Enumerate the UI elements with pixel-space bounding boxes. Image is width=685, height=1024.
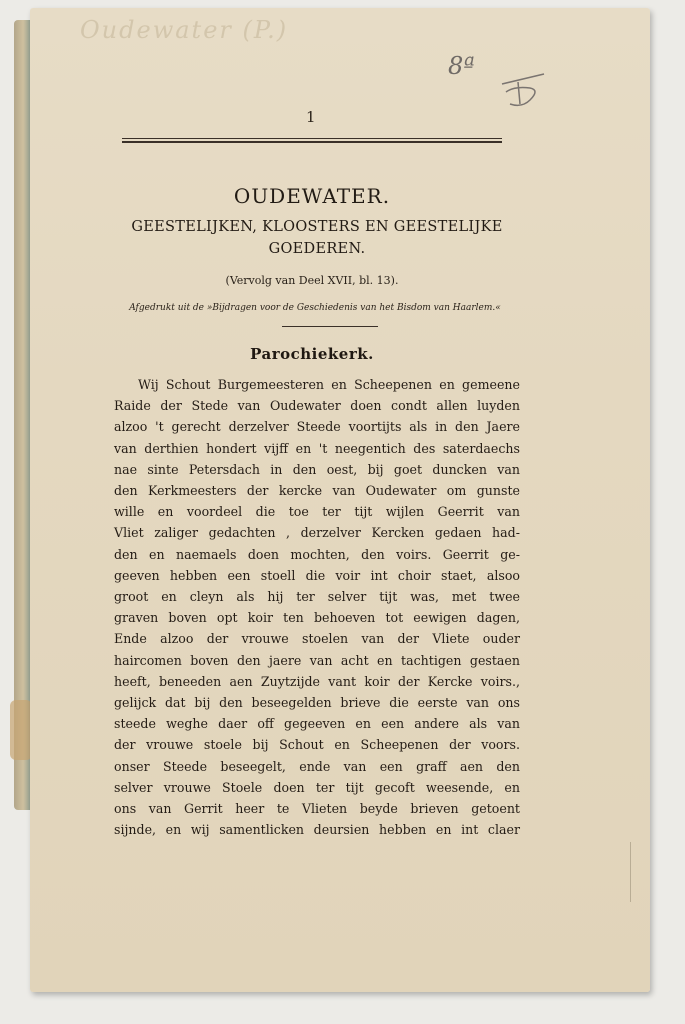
body-line: Vliet zaliger gedachten , derzelver Kercken gedaen had- <box>114 525 520 541</box>
document-subtitle <box>122 216 512 260</box>
subtitle-line-1: GEESTELIJKEN, KLOOSTERS EN GEESTELIJKE <box>131 219 503 235</box>
continuation-note: (Vervolg van Deel XVII, bl. 13). <box>225 274 399 287</box>
body-line: den en naemaels doen mochten, den voirs. Geerrit ge- <box>114 546 520 562</box>
body-line: Raide der Stede van Oudewater doen condt allen luyden <box>114 398 520 414</box>
faint-pencil-annotation: Oudewater (P.) <box>80 16 289 44</box>
reprint-note: Afgedrukt uit de »Bijdragen voor de Geschiedenis van het Bisdom van Haarlem.« <box>129 303 501 313</box>
body-line: gelijck dat bij den beseegelden brieve die eerste van ons <box>114 695 520 711</box>
body-line: groot en cleyn als hij ter selver tijt was, met twee <box>114 589 520 605</box>
body-line: steede weghe daer off gegeeven en een andere als van <box>114 716 520 732</box>
body-line: nae sinte Petersdach in den oest, bij goet duncken van <box>114 461 520 477</box>
page-number: 1 <box>306 108 316 126</box>
body-line: heeft, beneeden aen Zuytzijde vant koir der Kercke voirs., <box>114 673 520 689</box>
body-line: geeven hebben een stoell die voir int choir staet, alsoo <box>114 567 520 583</box>
body-line: graven boven opt koir ten behoeven tot eewigen dagen, <box>114 610 520 626</box>
body-text <box>114 374 520 840</box>
document-title: OUDEWATER. <box>233 184 391 208</box>
body-line: der vrouwe stoele bij Schout en Scheepenen der voors. <box>114 737 520 753</box>
body-line: alzoo 't gerecht derzelver Steede voortijts als in den Jaere <box>114 419 520 435</box>
section-heading: Parochiekerk. <box>250 345 374 363</box>
body-line: wille en voordeel die toe ter tijt wijlen Geerrit van <box>114 504 520 520</box>
body-line: selver vrouwe Stoele doen ter tijt gecoft weesende, en <box>114 779 520 795</box>
paper-crease <box>630 842 643 902</box>
body-line: van derthien hondert vijff en 't neegentich des saterdaechs <box>114 440 520 456</box>
torn-edge <box>10 700 32 760</box>
body-line: ons van Gerrit heer te Vlieten beyde brieven getoent <box>114 801 520 817</box>
pencil-page-number: 8ª <box>448 52 475 80</box>
body-line: Wij Schout Burgemeesteren en Scheepenen en gemeene <box>138 377 520 392</box>
body-line: haircomen boven den jaere van acht en tachtigen gestaen <box>114 652 520 668</box>
body-line: sijnde, en wij samentlicken deursien hebben en int claer <box>114 822 520 838</box>
pencil-scribble-icon <box>500 70 546 114</box>
body-line: Ende alzoo der vrouwe stoelen van der Vliete ouder <box>114 631 520 647</box>
body-line: den Kerkmeesters der kercke van Oudewater om gunste <box>114 483 520 499</box>
section-divider <box>282 326 378 327</box>
subtitle-line-2: GOEDEREN. <box>268 241 366 257</box>
header-double-rule <box>122 138 502 146</box>
body-line: onser Steede beseegelt, ende van een graff aen den <box>114 758 520 774</box>
